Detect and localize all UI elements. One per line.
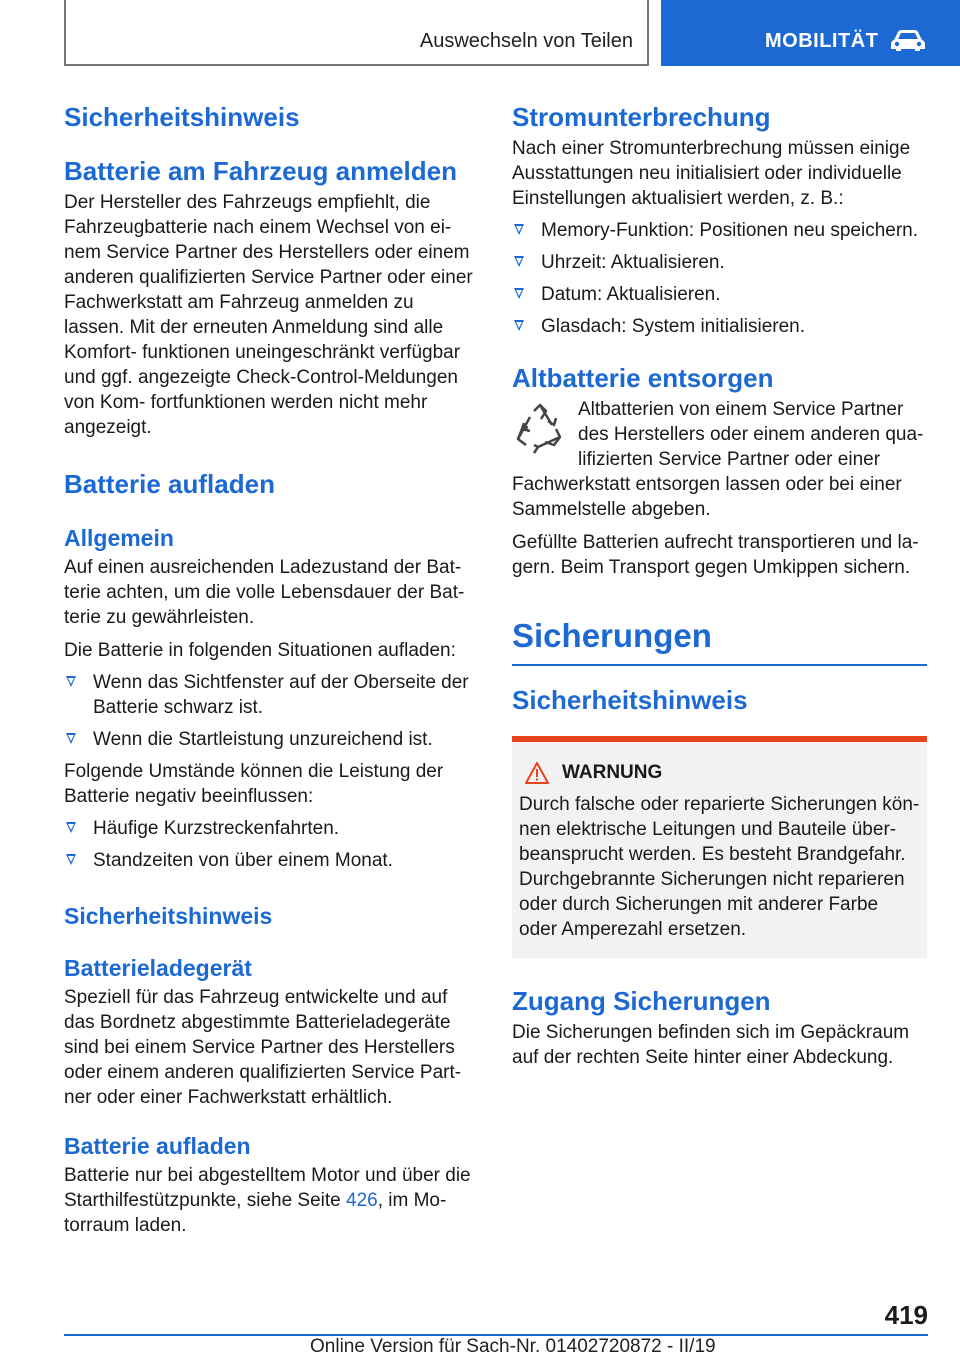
list-item: Standzeiten von über einem Monat. xyxy=(64,848,479,873)
page-link-426[interactable]: 426 xyxy=(346,1190,378,1211)
list-item: Memory-Funktion: Positionen neu speichern. xyxy=(512,218,927,243)
safety-heading: Sicherheitshinweis xyxy=(64,102,300,132)
warning-text-1: Durch falsche oder reparierte Sicherungen kön‐ nen elektrische Leitungen und Bauteile über‐ beansprucht werden. Es besteht Brandgefahr. xyxy=(519,794,920,865)
disposal-text-2: Gefüllte Batterien aufrecht transportieren und la‐ gern. Beim Transport gegen Umkippen sichern. xyxy=(512,532,919,578)
list-item: Häufige Kurzstreckenfahrten. xyxy=(64,816,479,841)
disposal-text: Altbatterien von einem Service Partner des Herstellers oder einem anderen qua‐ lifizierten Service Partner oder einer Fachwerkstatt entsorgen lassen oder bei einer Sammelstelle abgeben. xyxy=(512,399,924,520)
situations-intro: Die Batterie in folgenden Situationen aufladen: xyxy=(64,640,456,661)
list-item: Wenn die Startleistung unzureichend ist. xyxy=(64,727,479,752)
header-section-title: Auswechseln von Teilen xyxy=(419,30,633,52)
page-number: 419 xyxy=(884,1300,928,1330)
charge-text: Batterie nur bei abgestelltem Motor und über die Starthilfestützpunkte, siehe Seite 426, im Mo‐ torraum laden. xyxy=(64,1165,471,1236)
triangle-bullet-icon xyxy=(66,733,76,744)
list-item: Glasdach: System initialisieren. xyxy=(512,314,927,339)
power-list xyxy=(512,218,927,339)
charge-heading: Batterie aufladen xyxy=(64,469,275,499)
fuses-safety-heading: Sicherheitshinweis xyxy=(512,685,748,715)
charger-heading: Batterieladegerät xyxy=(64,955,252,981)
access-text: Die Sicherungen befinden sich im Gepäckraum auf der rechten Seite hinter einer Abdeckung. xyxy=(512,1022,910,1068)
chapter-tab[interactable] xyxy=(661,0,960,66)
charge-heading-2: Batterie aufladen xyxy=(64,1133,251,1159)
warning-text-2: Durchgebrannte Sicherungen nicht reparieren oder durch Sicherungen mit anderer Farbe oder Amperezahl ersetzen. xyxy=(519,869,905,940)
general-text: Auf einen ausreichenden Ladezustand der Bat‐ terie achten, um die volle Lebensdauer der Bat‐ terie zu gewährleisten. xyxy=(64,557,465,628)
factors-intro: Folgende Umstände können die Leistung der Batterie negativ beeinflussen: xyxy=(64,761,444,807)
situations-list xyxy=(64,670,479,752)
list-item: Wenn das Sichtfenster auf der Oberseite der Batterie schwarz ist. xyxy=(64,670,479,720)
register-heading: Batterie am Fahrzeug anmelden xyxy=(64,156,457,186)
footer-online-version: Online Version für Sach-Nr. 01402720872 - II/19 xyxy=(310,1336,716,1357)
left-column xyxy=(64,100,479,1238)
triangle-bullet-icon xyxy=(66,854,76,865)
header-section-box xyxy=(64,0,649,66)
safety-heading-2: Sicherheitshinweis xyxy=(64,903,273,929)
fuses-heading: Sicherungen xyxy=(512,614,927,666)
list-item: Datum: Aktualisieren. xyxy=(512,282,927,307)
warning-box xyxy=(512,736,927,958)
general-heading: Allgemein xyxy=(64,525,174,551)
chapter-tab-label: MOBILITÄT xyxy=(765,30,879,52)
recycle-icon xyxy=(512,401,568,457)
power-heading: Stromunterbrechung xyxy=(512,102,771,132)
car-icon xyxy=(889,29,927,53)
triangle-bullet-icon xyxy=(514,288,524,299)
disposal-heading: Altbatterie entsorgen xyxy=(512,363,774,393)
triangle-bullet-icon xyxy=(66,822,76,833)
triangle-bullet-icon xyxy=(514,224,524,235)
charger-text: Speziell für das Fahrzeug entwickelte und auf das Bordnetz abgestimmte Batterieladegeräte sind bei einem Service Partner des Herstellers oder einem anderen qualifizierten Service Part‐ ner oder einer Fachwerkstatt erhältlich. xyxy=(64,987,462,1108)
list-item: Uhrzeit: Aktualisieren. xyxy=(512,250,927,275)
warning-triangle-icon xyxy=(524,761,550,785)
warning-title: WARNUNG xyxy=(519,760,920,785)
register-text: Der Hersteller des Fahrzeugs empfiehlt, die Fahrzeugbatterie nach einem Wechsel von ei‐ nem Service Partner des Herstellers oder einem anderen qualifizierten Service Partner oder einer Fachwerkstatt am Fahrzeug anmelden zu lassen. Mit der erneuten Anmeldung sind alle Komfort‐ funktionen uneingeschränkt verfügbar und ggf. angezeigte Check-Control-Meldungen von Kom‐ fortfunktionen werden nicht mehr angezeigt. xyxy=(64,192,473,438)
triangle-bullet-icon xyxy=(514,256,524,267)
disposal-block xyxy=(512,397,927,522)
triangle-bullet-icon xyxy=(514,320,524,331)
triangle-bullet-icon xyxy=(66,676,76,687)
factors-list xyxy=(64,816,479,873)
power-text: Nach einer Stromunterbrechung müssen einige Ausstattungen neu initialisiert oder individuelle Einstellungen aktualisiert werden, z. B.: xyxy=(512,138,911,209)
right-column xyxy=(512,100,927,1070)
access-heading: Zugang Sicherungen xyxy=(512,986,771,1016)
